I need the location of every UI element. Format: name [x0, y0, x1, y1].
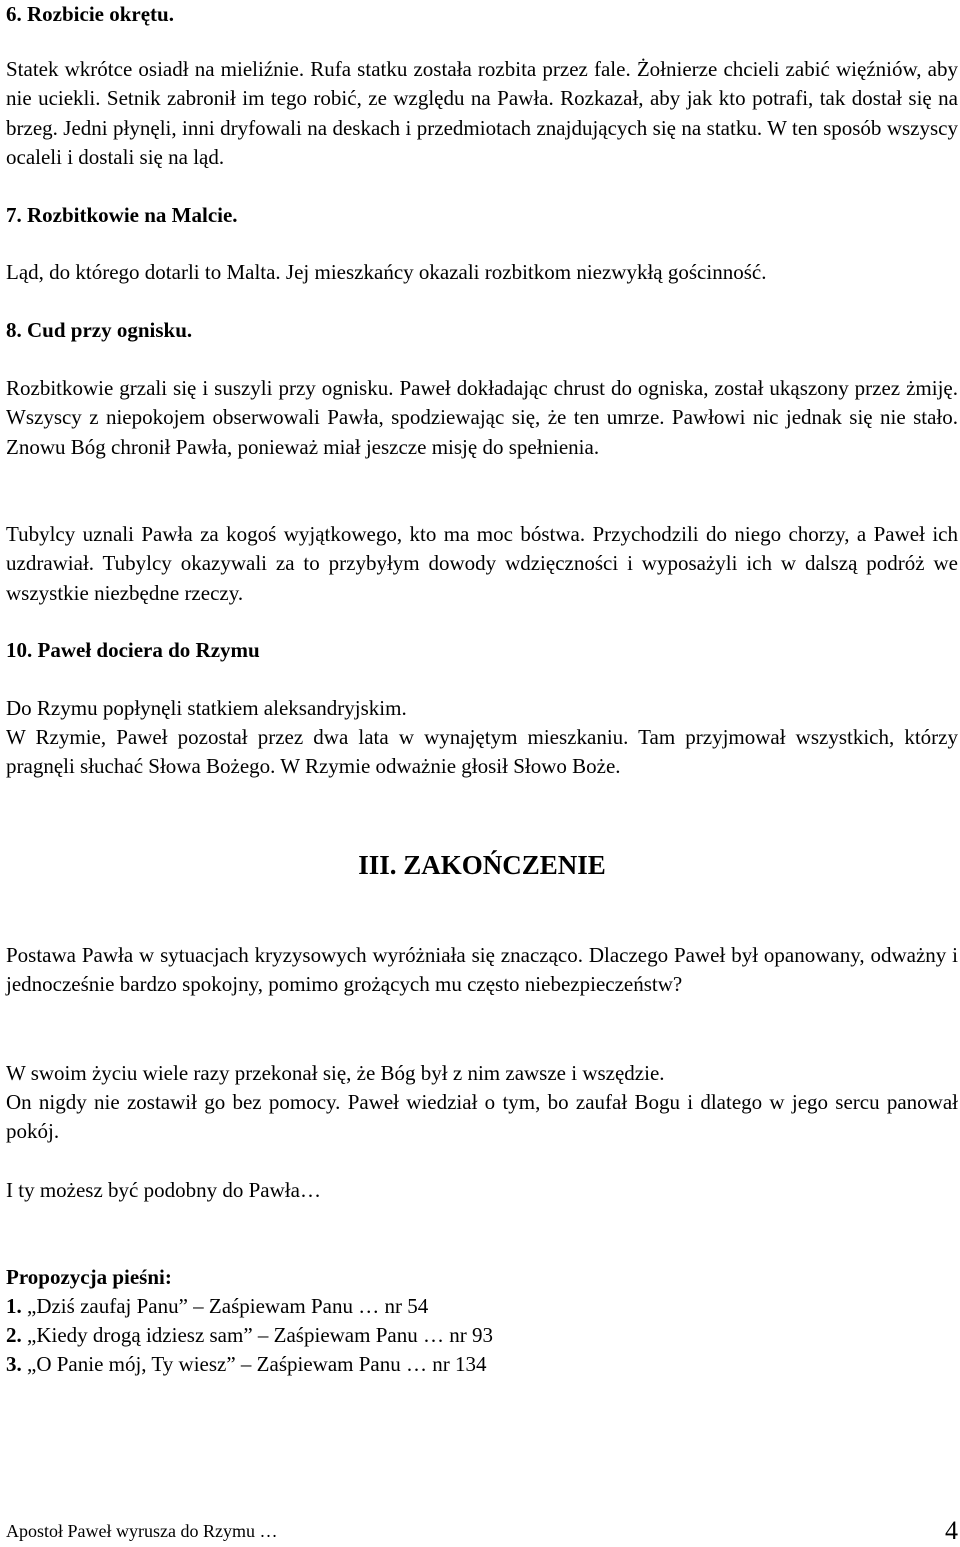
- song-text: „Dziś zaufaj Panu” – Zaśpiewam Panu … nr 54: [21, 1294, 429, 1318]
- conclusion-paragraph-1: Postawa Pawła w sytuacjach kryzysowych wyróżniała się znacząco. Dlaczego Paweł był opanowany, odważny i jednocześnie bardzo spokojny, pomimo grożących mu często niebezpieczeństw?: [6, 943, 958, 997]
- song-item: [6, 1321, 493, 1350]
- conclusion-paragraph-3: I ty możesz być podobny do Pawła…: [6, 1178, 321, 1202]
- song-item: [6, 1350, 486, 1379]
- song-item: [6, 1292, 428, 1321]
- section-7-heading: 7. Rozbitkowie na Malcie.: [6, 203, 238, 227]
- section-6-heading: 6. Rozbicie okrętu.: [6, 2, 174, 26]
- conclusion-paragraph-2-rest: On nigdy nie zostawił go bez pomocy. Paweł wiedział o tym, bo zaufał Bogu i dlatego w jego sercu panował pokój.: [6, 1090, 958, 1144]
- conclusion-title: III. ZAKOŃCZENIE: [358, 850, 606, 880]
- footer-title: Apostoł Paweł wyrusza do Rzymu …: [6, 1521, 278, 1541]
- section-6-paragraph: Statek wkrótce osiadł na mieliźnie. Rufa statku została rozbita przez fale. Żołnierze chcieli zabić więźniów, aby nie uciekli. Setnik zabronił im tego robić, ze względu na Pawła. Rozkazał, aby jak kto potrafi, tak dostał się na brzeg. Jedni płynęli, inni dryfowali na deskach i przedmiotach znajdujących się na statku. W ten sposób wszyscy ocaleli i dostali się na ląd.: [6, 57, 958, 170]
- section-10-paragraph-rest: W Rzymie, Paweł pozostał przez dwa lata w wynajętym mieszkaniu. Tam przyjmował wszystkich, którzy pragnęli słuchać Słowa Bożego. W Rzymie odważnie głosił Słowo Boże.: [6, 725, 958, 779]
- song-number: 1.: [6, 1294, 22, 1318]
- songs-heading: Propozycja pieśni:: [6, 1265, 172, 1289]
- song-number: 3.: [6, 1352, 22, 1376]
- section-10-heading: 10. Paweł dociera do Rzymu: [6, 638, 260, 662]
- section-10-paragraph-line-1: Do Rzymu popłynęli statkiem aleksandryjskim.: [6, 696, 407, 720]
- section-7-paragraph: Ląd, do którego dotarli to Malta. Jej mieszkańcy okazali rozbitkom niezwykłą gościnność.: [6, 260, 767, 284]
- section-8-heading: 8. Cud przy ognisku.: [6, 318, 193, 342]
- song-number: 2.: [6, 1323, 22, 1347]
- song-text: „Kiedy drogą idziesz sam” – Zaśpiewam Panu … nr 93: [21, 1323, 493, 1347]
- section-8-paragraph-1: Rozbitkowie grzali się i suszyli przy ognisku. Paweł dokładając chrust do ogniska, został ukąszony przez żmiję. Wszyscy z niepokojem obserwowali Pawła, spodziewając się, że ten umrze. Pawłowi nic jednak się nie stało. Znowu Bóg chronił Pawła, ponieważ miał jeszcze misję do spełnienia.: [6, 376, 958, 459]
- section-8-paragraph-2: Tubylcy uznali Pawła za kogoś wyjątkowego, kto ma moc bóstwa. Przychodzili do niego chorzy, a Paweł ich uzdrawiał. Tubylcy okazywali za to przybyłym dowody wdzięczności i wyposażyli ich w dalszą podróż we wszystkie niezbędne rzeczy.: [6, 522, 958, 605]
- song-text: „O Panie mój, Ty wiesz” – Zaśpiewam Panu … nr 134: [21, 1352, 487, 1376]
- page-footer: [6, 1512, 958, 1546]
- conclusion-paragraph-2-line-1: W swoim życiu wiele razy przekonał się, że Bóg był z nim zawsze i wszędzie.: [6, 1061, 665, 1085]
- page-number: 4: [945, 1516, 958, 1545]
